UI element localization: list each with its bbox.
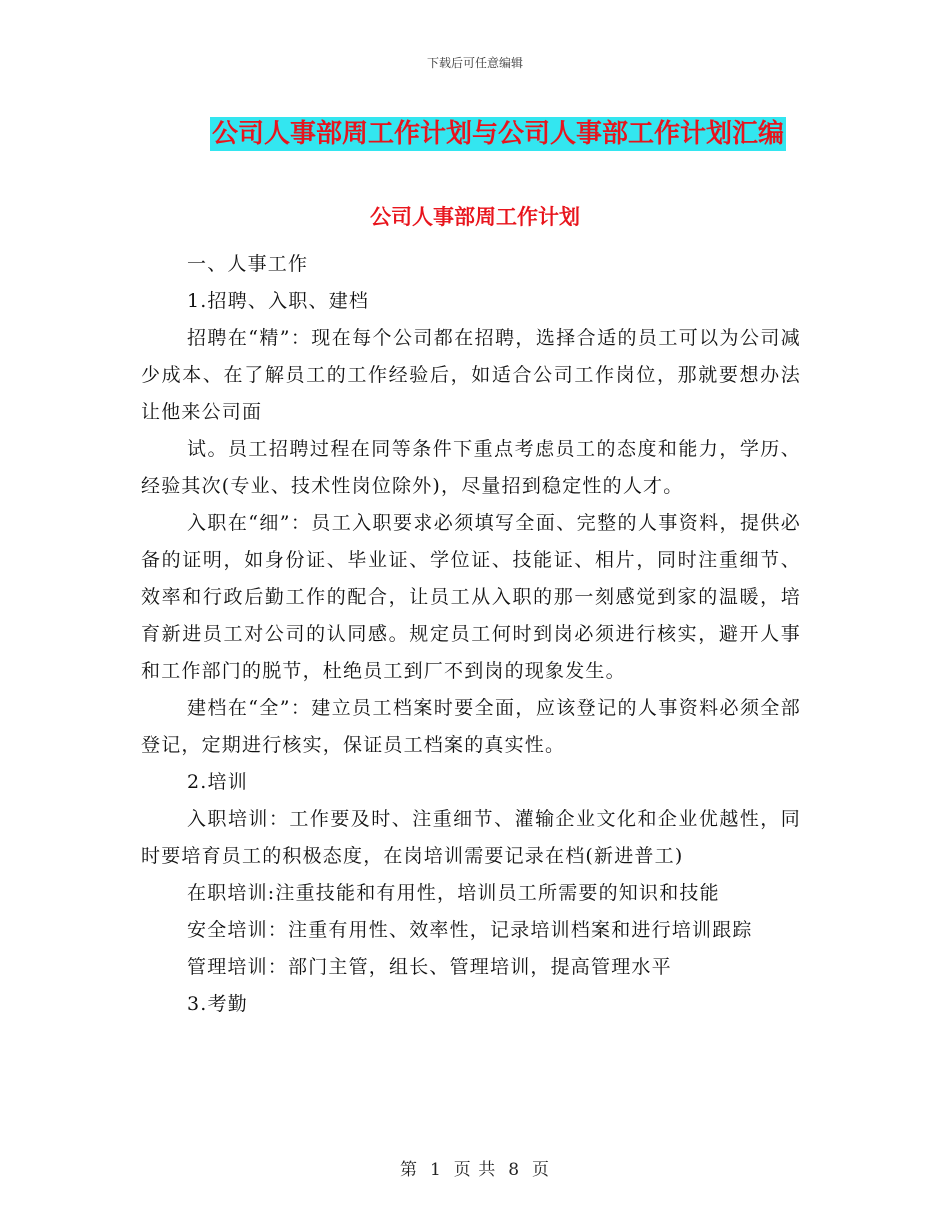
paragraph-safety-training: 安全培训：注重有用性、效率性，记录培训档案和进行培训跟踪 — [187, 919, 753, 941]
page-number-total: 8 — [508, 1160, 521, 1180]
paragraph-onboarding-training: 入职培训：工作要及时、注重细节、灌输企业文化和企业优越性，同时要培育员工的积极态度，在岗培训需要记录在档(新进普工) — [141, 808, 801, 867]
page-footer — [0, 1155, 950, 1180]
page-number-suffix: 页 — [532, 1160, 551, 1180]
paragraph-onboarding: 入职在“细”：员工入职要求必须填写全面、完整的人事资料，提供必备的证明，如身份证、毕业证、学位证、技能证、相片，同时注重细节、效率和行政后勤工作的配合，让员工从入职的那一刻感觉到家的温暖，培育新进员工对公司的认同感。规定员工何时到岗必须进行核实，避开人事和工作部门的脱节，杜绝员工到厂不到岗的现象发生。 — [141, 512, 801, 682]
paragraph-recruitment: 招聘在“精”：现在每个公司都在招聘，选择合适的员工可以为公司减少成本、在了解员工的工作经验后，如适合公司工作岗位，那就要想办法让他来公司面 — [141, 327, 801, 423]
document-title-highlight: 公司人事部周工作计划与公司人事部工作计划汇编 — [211, 119, 784, 149]
page-number-middle: 页 共 — [453, 1160, 497, 1180]
paragraph-archiving: 建档在“全”：建立员工档案时要全面，应该登记的人事资料必须全部登记，定期进行核实，保证员工档案的真实性。 — [141, 697, 801, 756]
document-subtitle: 公司人事部周工作计划 — [370, 205, 580, 229]
page-number-current: 1 — [429, 1160, 442, 1180]
paragraph-management-training: 管理培训：部门主管，组长、管理培训，提高管理水平 — [187, 956, 672, 978]
section-heading-personnel: 一、人事工作 — [187, 253, 309, 275]
page-header-note: 下载后可任意编辑 — [426, 56, 523, 70]
document-title — [0, 112, 950, 151]
subsection-heading-training: 2.培训 — [187, 771, 248, 793]
page-number-prefix: 第 — [399, 1160, 418, 1180]
paragraph-inservice-training: 在职培训:注重技能和有用性，培训员工所需要的知识和技能 — [187, 882, 720, 904]
paragraph-recruitment-continued: 试。员工招聘过程在同等条件下重点考虑员工的态度和能力，学历、经验其次(专业、技术性岗位除外)，尽量招到稳定性的人才。 — [141, 438, 801, 497]
subsection-heading-attendance: 3.考勤 — [187, 993, 248, 1015]
subsection-heading-recruitment: 1.招聘、入职、建档 — [187, 290, 370, 312]
document-body — [141, 246, 801, 1023]
